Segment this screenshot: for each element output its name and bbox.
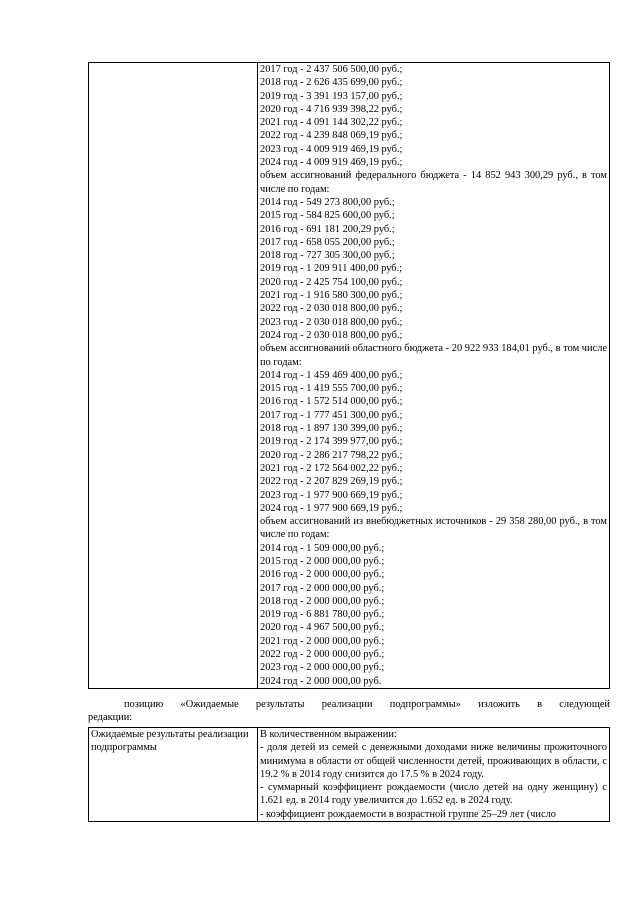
instruction-line-2: редакции: [88, 712, 133, 724]
funding-year-line: 2017 год - 658 055 200,00 руб.; [260, 236, 395, 248]
funding-year-line: 2016 год - 2 000 000,00 руб.; [260, 569, 385, 581]
funding-year-line: 2018 год - 2 000 000,00 руб.; [260, 595, 385, 607]
funding-year-line: 2016 год - 1 572 514 000,00 руб.; [260, 396, 403, 408]
funding-year-line: 2021 год - 2 172 564 002,22 руб.; [260, 462, 403, 474]
funding-year-line: 2021 год - 4 091 144 302,22 руб.; [260, 117, 403, 129]
funding-year-line: 2024 год - 2 030 018 800,00 руб.; [260, 329, 403, 341]
funding-year-line: 2018 год - 2 626 435 699,00 руб.; [260, 77, 403, 89]
funding-year-line: 2014 год - 1 459 469 400,00 руб.; [260, 369, 403, 381]
funding-year-line: 2023 год - 1 977 900 669,19 руб.; [260, 489, 403, 501]
financing-table [88, 62, 610, 689]
expected-results-left-cell [89, 728, 258, 822]
funding-year-line: 2014 год - 1 509 000,00 руб.; [260, 542, 385, 554]
expected-results-item-2: - суммарный коэффициент рождаемости (число детей на одну женщину) с 1.621 ед. в 2014 году увеличится до 1.652 ед. в 2024 году. [260, 782, 607, 807]
funding-year-line: 2019 год - 6 881 780,00 руб.; [260, 609, 385, 621]
funding-year-line: 2022 год - 2 207 829 269,19 руб.; [260, 476, 403, 488]
expected-results-right-cell [258, 728, 610, 822]
funding-year-line: 2019 год - 2 174 399 977,00 руб.; [260, 436, 403, 448]
financing-left-cell [89, 63, 258, 689]
expected-results-table [88, 727, 610, 822]
funding-year-line: 2016 год - 691 181 200,29 руб.; [260, 223, 395, 235]
funding-year-line: 2015 год - 1 419 555 700,00 руб.; [260, 383, 403, 395]
instruction-line-1: позицию «Ожидаемые результаты реализации подпрограммы» изложить в следующей [124, 699, 610, 710]
funding-year-line: 2015 год - 2 000 000,00 руб.; [260, 555, 385, 567]
financing-right-cell [258, 63, 610, 689]
funding-year-line: 2022 год - 2 030 018 800,00 руб.; [260, 303, 403, 315]
funding-year-line: 2018 год - 1 897 130 399,00 руб.; [260, 423, 403, 435]
financing-lines [260, 63, 607, 688]
funding-year-line: 2020 год - 2 425 754 100,00 руб.; [260, 276, 403, 288]
funding-year-line: 2020 год - 2 286 217 798,22 руб.; [260, 449, 403, 461]
funding-year-line: 2023 год - 2 030 018 800,00 руб.; [260, 316, 403, 328]
funding-year-line: 2019 год - 1 209 911 400,00 руб.; [260, 263, 403, 275]
expected-results-item-3: - коэффициент рождаемости в возрастной группе 25–29 лет (число [260, 808, 556, 820]
funding-year-line: 2015 год - 584 825 600,00 руб.; [260, 210, 395, 222]
funding-source-line: объем ассигнований федерального бюджета - 14 852 943 300,29 руб., в том числе по годам: [260, 170, 607, 195]
expected-results-item-1: - доля детей из семей с денежными доходами ниже величины прожиточного минимума в области от общей численности детей, проживающих в области, с 19.2 % в 2014 году снизится до 17.5 % в 2024 году. [260, 742, 607, 780]
funding-year-line: 2014 год - 549 273 800,00 руб.; [260, 196, 395, 208]
funding-year-line: 2018 год - 727 305 300,00 руб.; [260, 250, 395, 262]
funding-source-line: объем ассигнований областного бюджета - 20 922 933 184,01 руб., в том числе по годам: [260, 343, 607, 368]
financing-row [89, 63, 610, 689]
expected-results-heading: В количественном выражении: [260, 729, 397, 740]
funding-year-line: 2017 год - 2 437 506 500,00 руб.; [260, 64, 403, 75]
funding-year-line: 2022 год - 4 239 848 069,19 руб.; [260, 130, 403, 142]
funding-year-line: 2020 год - 4 967 500,00 руб.; [260, 622, 385, 634]
funding-year-line: 2024 год - 1 977 900 669,19 руб.; [260, 502, 403, 514]
funding-year-line: 2020 год - 4 716 939 398,22 руб.; [260, 103, 403, 115]
funding-year-line: 2024 год - 4 009 919 469,19 руб.; [260, 157, 403, 169]
funding-year-line: 2023 год - 4 009 919 469,19 руб.; [260, 143, 403, 155]
expected-results-row [89, 728, 610, 822]
funding-year-line: 2024 год - 2 000 000,00 руб. [260, 675, 382, 687]
funding-year-line: 2017 год - 1 777 451 300,00 руб.; [260, 409, 403, 421]
funding-year-line: 2022 год - 2 000 000,00 руб.; [260, 649, 385, 661]
funding-source-line: объем ассигнований из внебюджетных источников - 29 358 280,00 руб., в том числе по годам: [260, 516, 607, 541]
funding-year-line: 2023 год - 2 000 000,00 руб.; [260, 662, 385, 674]
funding-year-line: 2019 год - 3 391 193 157,00 руб.; [260, 90, 403, 102]
instruction-paragraph [88, 698, 610, 725]
expected-results-title: Ожидаемые результаты реализации подпрограммы [91, 729, 249, 754]
funding-year-line: 2017 год - 2 000 000,00 руб.; [260, 582, 385, 594]
funding-year-line: 2021 год - 1 916 580 300,00 руб.; [260, 290, 403, 302]
funding-year-line: 2021 год - 2 000 000,00 руб.; [260, 635, 385, 647]
